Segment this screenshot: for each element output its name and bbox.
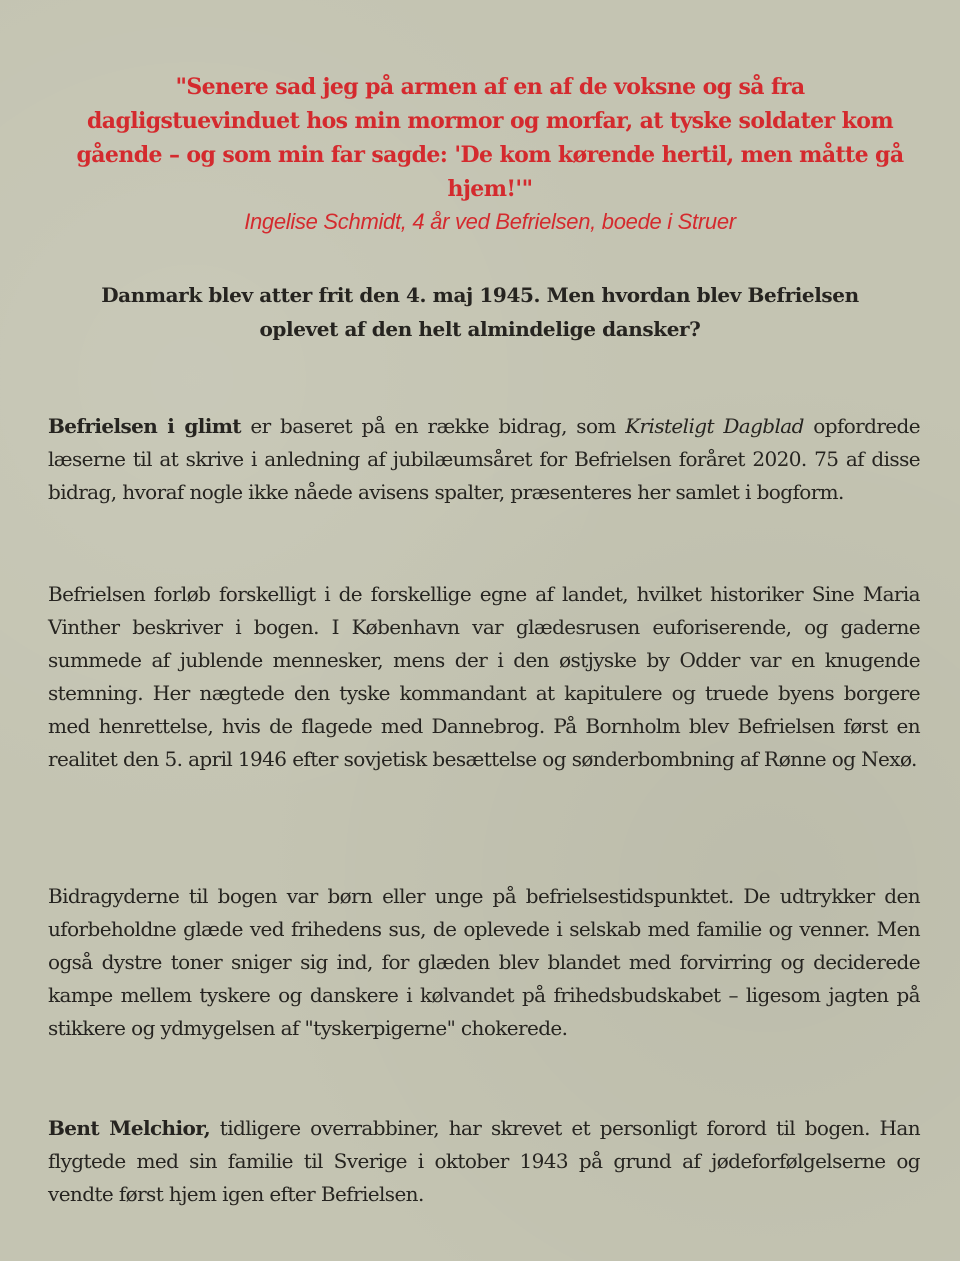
paragraph-foreword: [48, 1112, 920, 1211]
author-name: Bent Melchior,: [48, 1116, 211, 1140]
book-title: Befrielsen i glimt: [48, 414, 241, 438]
text: tidligere overrabbiner, har skrevet et personligt forord til bogen. Han flygtede med sin familie til Sverige i oktober 1943 på grund af jødeforfølgelserne og vendte først hjem igen efter Befrielsen.: [48, 1116, 920, 1206]
pull-quote: [60, 70, 920, 238]
lead-question: Danmark blev atter frit den 4. maj 1945. Men hvordan blev Befrielsen oplevet af den helt almindelige dansker?: [101, 283, 859, 341]
text: er baseret på en række bidrag, som: [240, 414, 626, 438]
paragraph-contributors: Bidragyderne til bogen var børn eller unge på befrielsestidspunktet. De udtrykker den uforbeholdne glæde ved frihedens sus, de oplevede i selskab med familie og venner. Men også dystre toner sniger sig ind, for glæden blev blandet med forvirring og deciderede kampe mellem tyskere og danskere i kølvandet på frihedsbudskabet – ligesom jagten på stikkere og ydmygelsen af "tyskerpigerne" chokerede.: [48, 884, 920, 1040]
quote-attribution: Ingelise Schmidt, 4 år ved Befrielsen, boede i Struer: [244, 209, 736, 234]
newspaper-name: Kristeligt Dagblad: [625, 414, 804, 438]
paragraph-intro: [48, 410, 920, 509]
quote-text: "Senere sad jeg på armen af en af de voksne og så fra dagligstuevinduet hos min mormor og morfar, at tyske soldater kom gående – og som min far sagde: 'De kom kørende hertil, men måtte gå hjem!'": [76, 74, 904, 202]
text: opfordrede læserne til at skrive i anledning af jubilæumsåret for Befrielsen foråret 2020. 75 af disse bidrag, hvoraf nogle ikke nåede avisens spalter, præsenteres her samlet i bogform.: [48, 414, 920, 504]
paragraph-history: Befrielsen forløb forskelligt i de forskellige egne af landet, hvilket historiker Sine Maria Vinther beskriver i bogen. I København var glædesrusen euforiserende, og gaderne summede af jublende mennesker, mens der i den østjyske by Odder var en knugende stemning. Her nægtede den tyske kommandant at kapitulere og truede byens borgere med henrettelse, hvis de flagede med Dannebrog. På Bornholm blev Befrielsen først en realitet den 5. april 1946 efter sovjetisk besættelse og sønderbombning af Rønne og Nexø.: [48, 582, 920, 771]
